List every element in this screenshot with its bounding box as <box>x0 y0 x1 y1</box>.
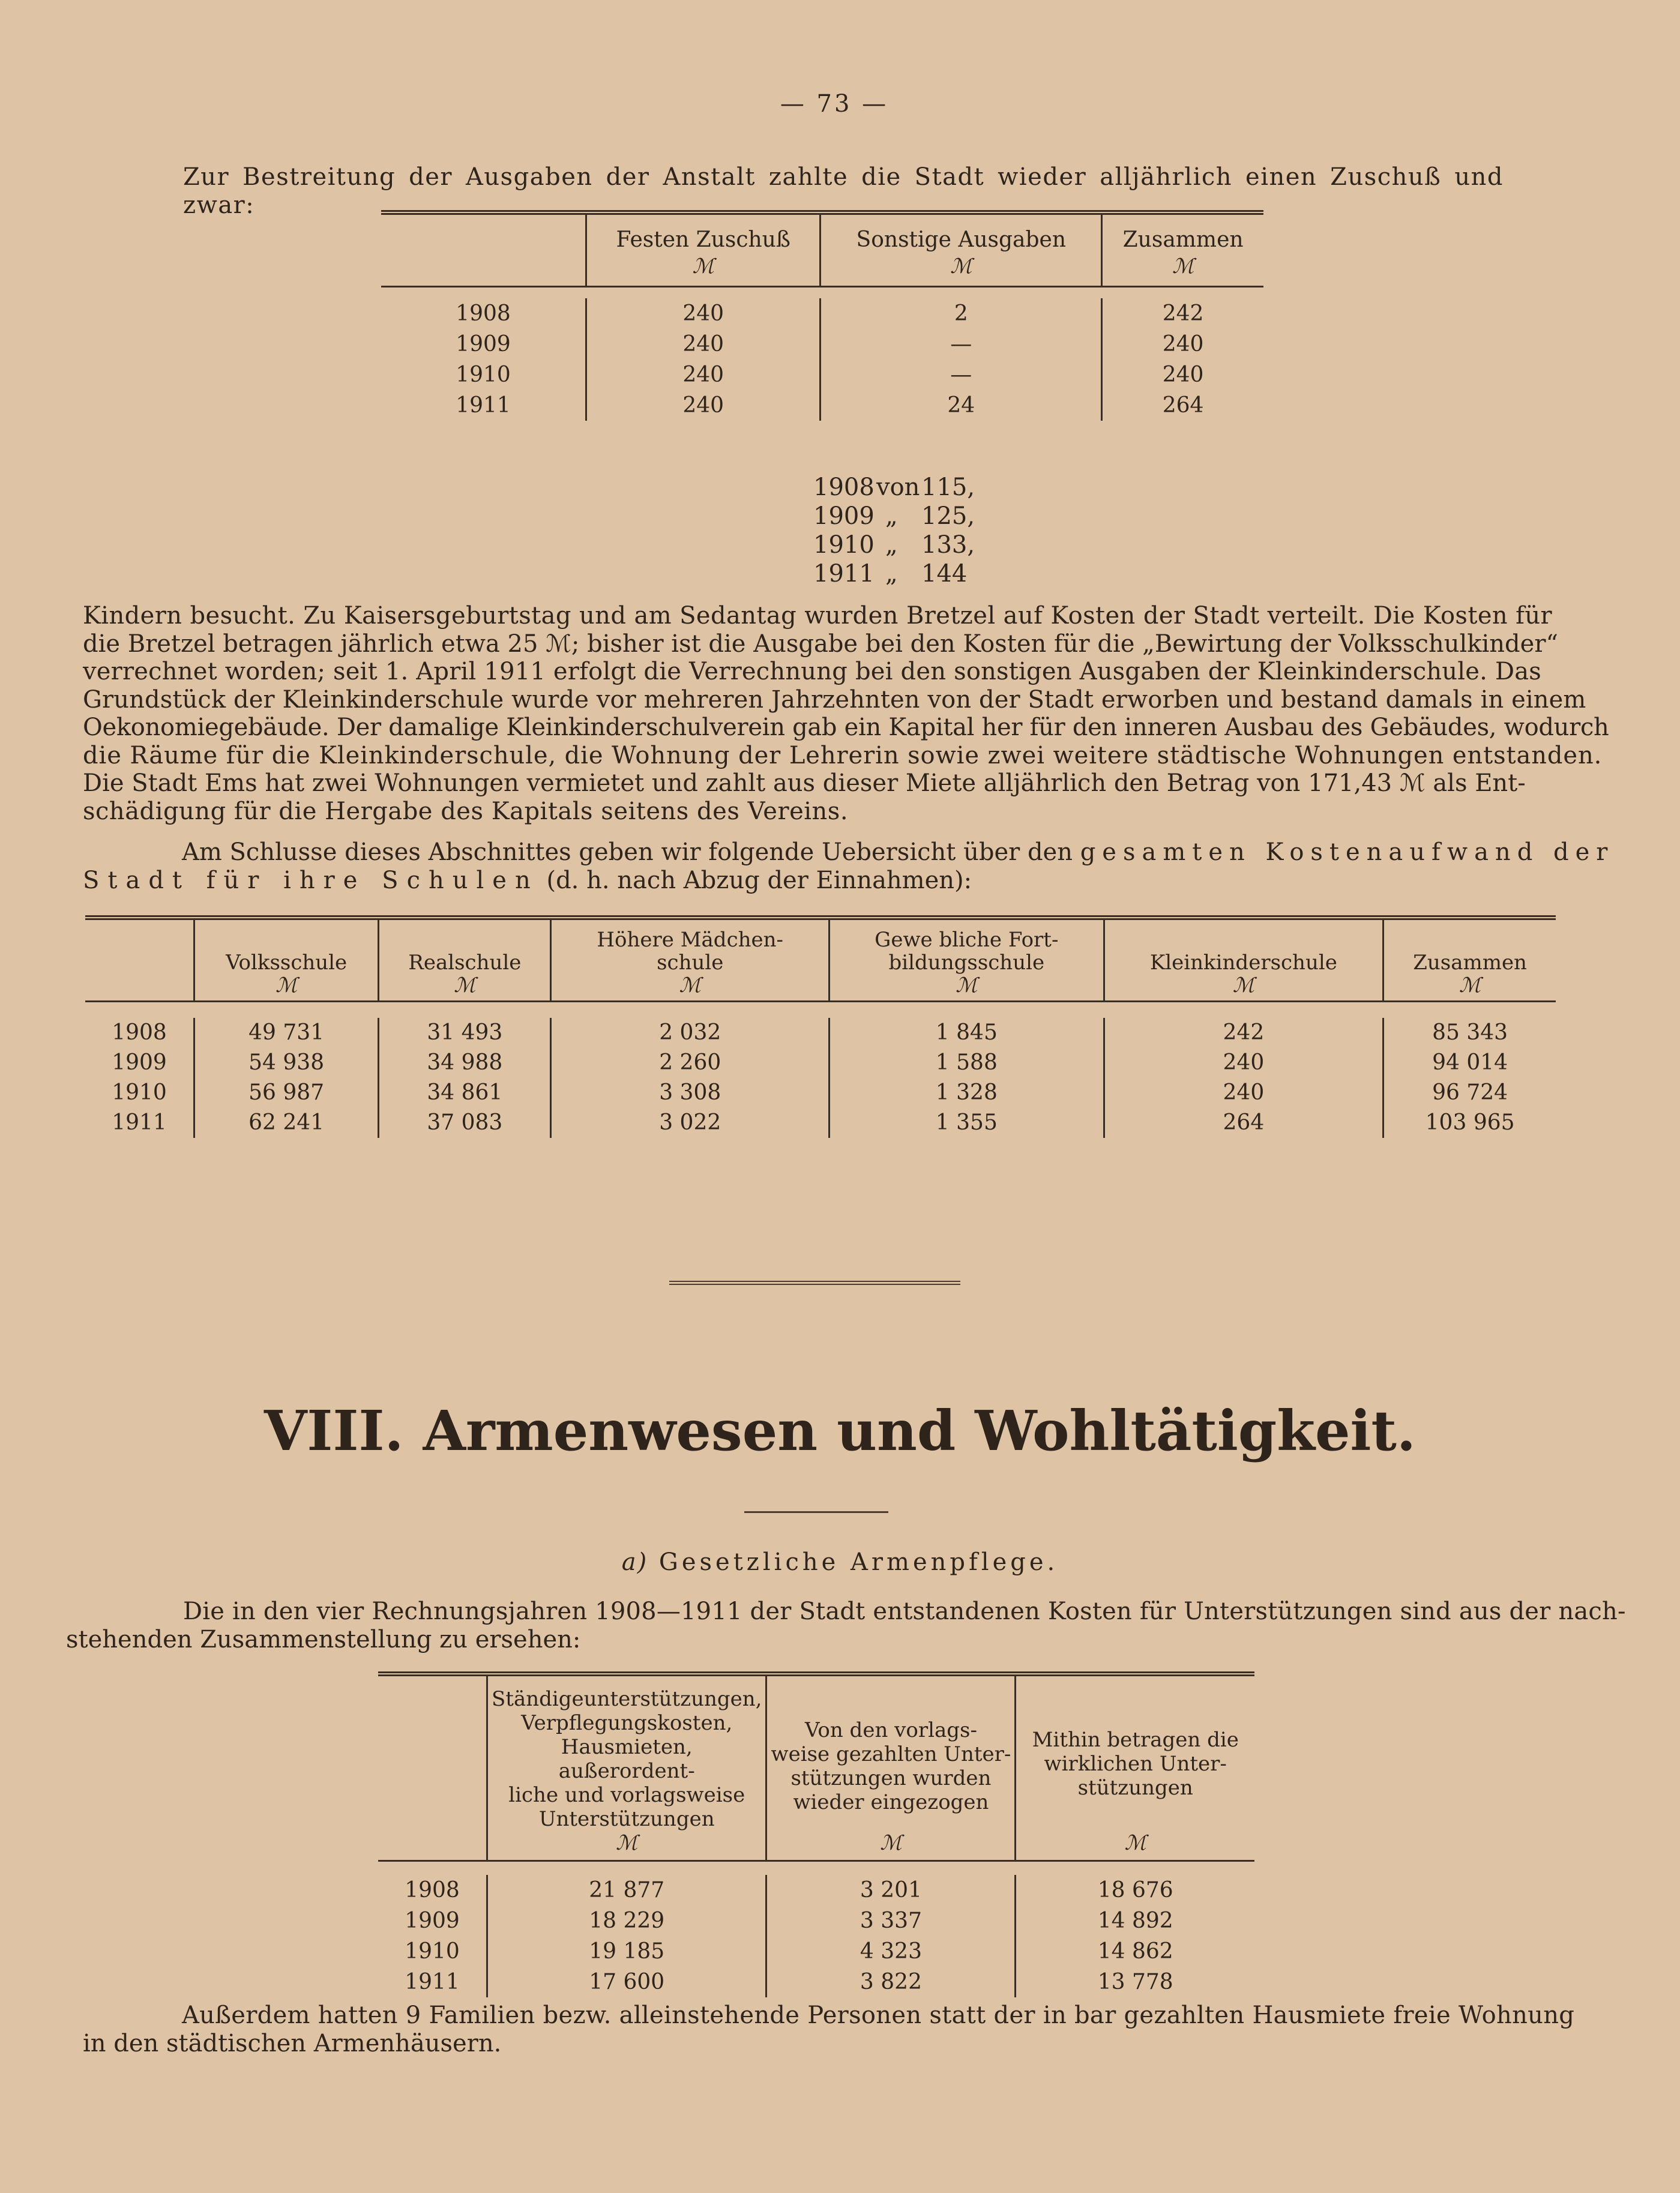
table-cell: 1 355 <box>829 1108 1104 1138</box>
visitor-value: 144 <box>921 560 968 588</box>
visitor-value: 125, <box>921 502 975 530</box>
table-cell: 21 877 <box>487 1875 766 1906</box>
column-header <box>1102 212 1263 287</box>
table-row <box>381 359 1263 390</box>
text-line: Die in den vier Rechnungsjahren 1908—1911 der Stadt entstandenen Kosten für Unterstützungen sind aus der nach- <box>183 1598 1626 1625</box>
table-cell: 18 229 <box>487 1906 766 1936</box>
visitor-word: „ <box>885 531 898 559</box>
body-paragraph-4 <box>83 2002 1575 2057</box>
table-cell: 3 022 <box>551 1108 829 1138</box>
visitor-year: 1910 <box>813 531 875 559</box>
text-line: Oekonomiegebäude. Der damalige Kleinkinderschulverein gab ein Kapital her für den inneren Ausbau des Gebäudes, wodurch <box>83 714 1609 741</box>
table-cell: 264 <box>1104 1108 1383 1138</box>
header-label: Mithin betragen die wirklichen Unter- stützungen <box>1032 1728 1239 1800</box>
body-paragraph-1 <box>83 602 1609 825</box>
table-row <box>378 1967 1254 1997</box>
table-cell: 31 493 <box>379 1018 551 1048</box>
year-cell: 1908 <box>405 1878 460 1903</box>
table-cell: 34 988 <box>379 1048 551 1078</box>
table-cell: 24 <box>820 390 1102 421</box>
spaced-text: Stadt für ihre Schulen <box>83 866 539 894</box>
school-costs-table <box>85 915 1556 1152</box>
text-line: verrechnet worden; seit 1. April 1911 erfolgt die Verrechnung bei den sonstigen Ausgaben der Kleinkinderschule. Das <box>83 658 1541 685</box>
year-header-cell <box>378 1674 487 1861</box>
table-cell: 4 323 <box>766 1936 1016 1967</box>
table-cell: 240 <box>1102 329 1263 359</box>
year-cell: 1911 <box>112 1110 167 1135</box>
year-cell: 1909 <box>112 1050 167 1075</box>
text-line: stehenden Zusammenstellung zu ersehen: <box>66 1625 581 1653</box>
text-line: die Bretzel betragen jährlich etwa 25 ℳ; bisher ist die Ausgabe bei den Kosten für die „Bewirtung der Volksschulkinder“ <box>83 630 1558 658</box>
table-cell: 240 <box>1104 1048 1383 1078</box>
column-header <box>1104 918 1383 1002</box>
table-cell: 37 083 <box>379 1108 551 1138</box>
table-cell: 17 600 <box>487 1967 766 1997</box>
page-number: — 73 — <box>780 90 889 118</box>
table-cell: 240 <box>586 329 820 359</box>
year-cell: 1911 <box>405 1970 460 1994</box>
table-cell: — <box>820 329 1102 359</box>
table-cell: 240 <box>1102 359 1263 390</box>
unit-label: ℳ <box>1232 973 1255 997</box>
unit-label: ℳ <box>1124 1831 1146 1855</box>
visitor-year: 1908 <box>813 474 875 501</box>
table-row <box>381 390 1263 421</box>
header-label: Zusammen <box>1413 951 1527 975</box>
unit-label: ℳ <box>1459 973 1481 997</box>
table-cell: 1 845 <box>829 1018 1104 1048</box>
header-label: Ständigeunterstützungen, Verpflegungskosten, Hausmieten, außerordent- liche und vorlagsweise Unterstützungen <box>492 1687 762 1831</box>
table-cell: 96 724 <box>1383 1078 1556 1108</box>
visitor-word: „ <box>885 560 898 588</box>
year-cell: 1908 <box>456 301 511 326</box>
intro-paragraph: Zur Bestreitung der Ausgaben der Anstalt zahlte die Stadt wieder alljährlich einen Zuschuß und zwar: <box>183 163 1504 219</box>
text-line <box>83 838 1615 867</box>
year-header-cell <box>381 212 586 287</box>
header-label: Zusammen <box>1122 227 1244 252</box>
table-cell: 240 <box>586 298 820 329</box>
table-cell: 14 892 <box>1016 1906 1254 1936</box>
table-cell: — <box>820 359 1102 390</box>
chapter-title: VIII. Armenwesen und Wohltätigkeit. <box>264 1398 1416 1463</box>
column-header <box>379 918 551 1002</box>
table-row <box>378 1936 1254 1967</box>
table-cell: 54 938 <box>194 1048 379 1078</box>
text-line: schädigung für die Hergabe des Kapitals seitens des Vereins. <box>83 797 849 825</box>
table-row <box>85 1018 1556 1048</box>
visitor-word: „ <box>885 502 898 530</box>
text-line: Außerdem hatten 9 Familien bezw. alleinstehende Personen statt der in bar gezahlten Hausmiete freie Wohnung <box>182 2002 1575 2029</box>
title-rule <box>744 1511 888 1513</box>
table-row <box>381 329 1263 359</box>
text-line <box>83 867 1556 895</box>
table-cell: 1 328 <box>829 1078 1104 1108</box>
year-header-cell <box>85 918 194 1002</box>
visitor-year: 1911 <box>813 560 875 588</box>
table-cell: 62 241 <box>194 1108 379 1138</box>
table-cell: 56 987 <box>194 1078 379 1108</box>
year-cell: 1911 <box>456 393 511 418</box>
text-line: die Räume für die Kleinkinderschule, die Wohnung der Lehrerin sowie zwei weitere städtische Wohnungen entstanden. <box>83 741 1603 769</box>
unit-label: ℳ <box>880 1831 902 1855</box>
text-line: in den städtischen Armenhäusern. <box>83 2029 502 2057</box>
table-cell: 2 <box>820 298 1102 329</box>
table-row <box>85 1078 1556 1108</box>
table-cell: 85 343 <box>1383 1018 1556 1048</box>
header-label: Gewe bliche Fort- bildungsschule <box>875 928 1059 975</box>
table-row <box>85 1048 1556 1078</box>
header-label: Sonstige Ausgaben <box>856 227 1067 252</box>
year-cell: 1910 <box>456 362 511 387</box>
year-cell: 1908 <box>112 1020 167 1045</box>
table-cell: 3 308 <box>551 1078 829 1108</box>
body-paragraph-3 <box>66 1598 1626 1653</box>
text-segment: Am Schlusse dieses Abschnittes geben wir folgende Uebersicht über den <box>182 838 1073 866</box>
section-subheading <box>0 1548 1680 1576</box>
header-label: Volksschule <box>226 951 348 975</box>
subhead-text: Gesetzliche Armenpflege. <box>658 1548 1059 1576</box>
table-cell: 19 185 <box>487 1936 766 1967</box>
table-cell: 240 <box>1104 1078 1383 1108</box>
unit-label: ℳ <box>956 973 978 997</box>
unit-label: ℳ <box>1172 254 1194 278</box>
table-cell: 14 862 <box>1016 1936 1254 1967</box>
spaced-text: gesamten Kostenaufwand der <box>1080 838 1615 866</box>
subsidy-table <box>381 210 1263 430</box>
header-label: Von den vorlags- weise gezahlten Unter- stützungen wurden wieder eingezogen <box>771 1718 1011 1814</box>
year-cell: 1909 <box>456 332 511 356</box>
column-header <box>1016 1674 1254 1861</box>
table-cell: 3 337 <box>766 1906 1016 1936</box>
year-cell: 1910 <box>405 1939 460 1964</box>
column-header <box>586 212 820 287</box>
header-label: Höhere Mädchen- schule <box>597 928 784 975</box>
column-header <box>820 212 1102 287</box>
table-cell: 242 <box>1102 298 1263 329</box>
visitor-word: von <box>876 474 920 501</box>
unit-label: ℳ <box>692 254 714 278</box>
subhead-prefix: a) <box>621 1548 648 1576</box>
table-row <box>378 1906 1254 1936</box>
unit-label: ℳ <box>679 973 701 997</box>
header-label: Realschule <box>408 951 522 975</box>
year-cell: 1909 <box>405 1909 460 1933</box>
year-cell: 1910 <box>112 1080 167 1105</box>
visitor-year: 1909 <box>813 502 875 530</box>
table-cell: 2 032 <box>551 1018 829 1048</box>
text-line: Die Stadt Ems hat zwei Wohnungen vermietet und zahlt aus dieser Miete alljährlich den Betrag von 171,43 ℳ als Ent- <box>83 769 1526 797</box>
table-cell: 3 822 <box>766 1967 1016 1997</box>
table-row <box>381 298 1263 329</box>
table-cell: 13 778 <box>1016 1967 1254 1997</box>
table-cell: 1 588 <box>829 1048 1104 1078</box>
unit-label: ℳ <box>454 973 476 997</box>
column-header <box>1383 918 1556 1002</box>
table-cell: 240 <box>586 390 820 421</box>
poor-relief-table <box>378 1671 1254 2007</box>
visitor-value: 115, <box>921 474 975 501</box>
text-line: Grundstück der Kleinkinderschule wurde vor mehreren Jahrzehnten von der Stadt erworben und bestand damals in einem <box>83 685 1586 714</box>
table-cell: 94 014 <box>1383 1048 1556 1078</box>
column-header <box>194 918 379 1002</box>
unit-label: ℳ <box>275 973 298 997</box>
table-cell: 240 <box>586 359 820 390</box>
column-header <box>829 918 1104 1002</box>
table-cell: 49 731 <box>194 1018 379 1048</box>
table-row <box>378 1875 1254 1906</box>
section-separator <box>669 1281 960 1285</box>
table-cell: 2 260 <box>551 1048 829 1078</box>
column-header <box>551 918 829 1002</box>
table-cell: 18 676 <box>1016 1875 1254 1906</box>
visitor-value: 133, <box>921 531 975 559</box>
text-segment: (d. h. nach Abzug der Einnahmen): <box>546 866 972 894</box>
header-label: Kleinkinderschule <box>1149 951 1337 975</box>
table-cell: 264 <box>1102 390 1263 421</box>
unit-label: ℳ <box>616 1831 638 1855</box>
text-line: Kindern besucht. Zu Kaisersgeburtstag und am Sedantag wurden Bretzel auf Kosten der Stadt verteilt. Die Kosten für <box>83 602 1553 630</box>
table-row <box>85 1108 1556 1138</box>
unit-label: ℳ <box>950 254 972 278</box>
table-cell: 3 201 <box>766 1875 1016 1906</box>
body-paragraph-2 <box>83 838 1615 894</box>
column-header <box>766 1674 1016 1861</box>
header-label: Festen Zuschuß <box>616 227 790 252</box>
table-cell: 34 861 <box>379 1078 551 1108</box>
table-cell: 103 965 <box>1383 1108 1556 1138</box>
table-cell: 242 <box>1104 1018 1383 1048</box>
column-header <box>487 1674 766 1861</box>
